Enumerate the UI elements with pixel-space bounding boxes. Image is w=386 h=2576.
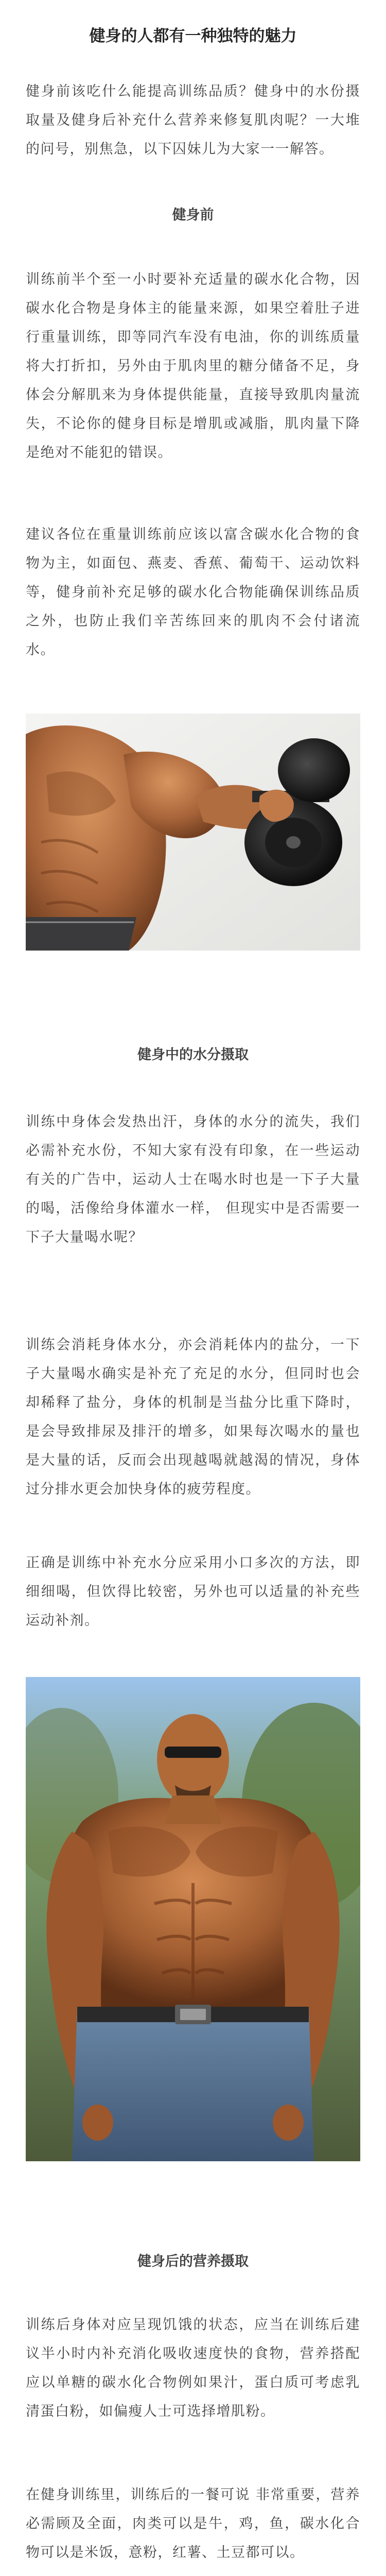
post-workout-paragraph-1: 训练后身体对应呈现饥饿的状态，应当在训练后建议半小时内补充消化吸收速度快的食物，营养搭配应以单糖的碳水化合物例如果汁，蛋白质可考虑乳清蛋白粉，如偏瘦人士可选择增肌粉。 (26, 2317, 360, 2419)
bodybuilder-photo (26, 1677, 360, 2161)
pre-workout-paragraph-2: 建议各位在重量训练前应该以富含碳水化合物的食物为主，如面包、燕麦、香蕉、葡萄干、运动饮料等，健身前补充足够的碳水化合物能确保训练品质之外，也防止我们辛苦练回来的肌肉不会付诸流水。 (26, 527, 360, 658)
section-heading-post-workout: 健身后的营养摄取 (137, 2253, 249, 2269)
dumbbell-curl-photo (26, 714, 360, 951)
post-workout-paragraph-2: 在健身训练里，训练后的一餐可说 非常重要，营养必需顾及全面，肉类可以是牛，鸡，鱼，碳水化合物可以是米饭，意粉，红薯、土豆都可以。 (26, 2487, 360, 2561)
article-title: 健身的人都有一种独特的魅力 (89, 27, 297, 45)
hydration-paragraph-1: 训练中身体会发热出汗，身体的水分的流失，我们必需补充水份，不知大家有没有印象，在一些运动有关的广告中，运动人士在喝水时也是一下子大量的喝，活像给身体灌水一样， 但现实中是否需要一下子大量喝水呢？ (26, 1114, 360, 1245)
hydration-paragraph-2: 训练会消耗身体水分，亦会消耗体内的盐分，一下子大量喝水确实是补充了充足的水分，但同时也会却稀释了盐分，身体的机制是当盐分比重下降时，是会导致排尿及排汗的增多，如果每次喝水的量也是大量的话，反而会出现越喝就越渴的情况，身体过分排水更会加快身体的疲劳程度。 (26, 1337, 360, 1497)
section-heading-pre-workout: 健身前 (172, 207, 214, 223)
section-heading-hydration: 健身中的水分摄取 (137, 1047, 249, 1063)
pre-workout-paragraph-1: 训练前半个至一小时要补充适量的碳水化合物，因碳水化合物是身体主的能量来源，如果空着肚子进行重量训练，即等同汽车没有电油，你的训练质量将大打折扣，另外由于肌肉里的糖分储备不足，身体会分解肌来为身体提供能量，直接导致肌肉量流失，不论你的健身目标是增肌或减脂，肌肉量下降是绝对不能犯的错误。 (26, 272, 360, 461)
hydration-paragraph-3: 正确是训练中补充水分应采用小口多次的方法，即细细喝，但饮得比较密，另外也可以适量的补充些运动补剂。 (26, 1555, 360, 1629)
intro-paragraph: 健身前该吃什么能提高训练品质？健身中的水份摄取量及健身后补充什么营养来修复肌肉呢？一大堆的问号，别焦急，以下囚妹儿为大家一一解答。 (26, 83, 360, 157)
